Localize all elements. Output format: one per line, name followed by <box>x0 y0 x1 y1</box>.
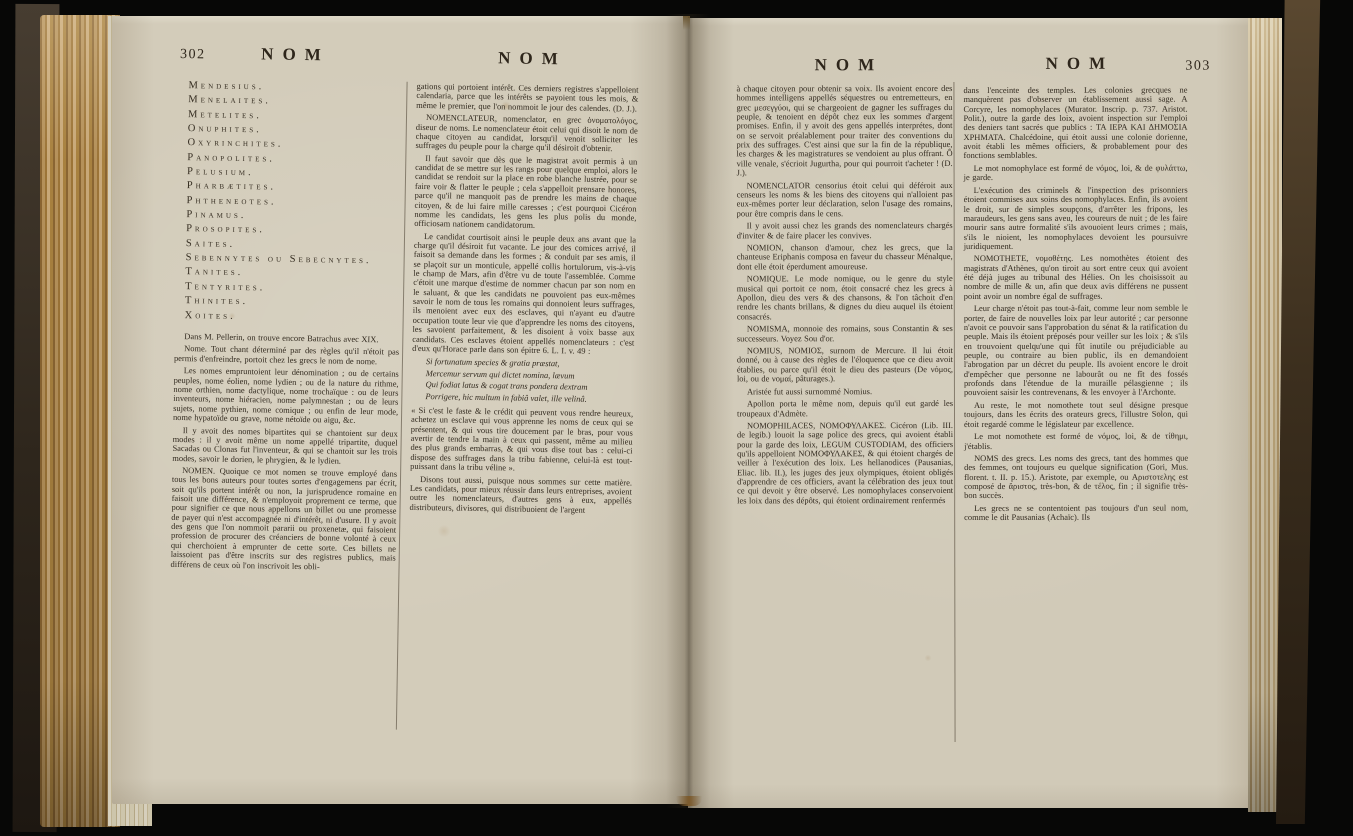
name-list-item: Prosopites. <box>186 223 266 236</box>
left-page-content <box>100 15 689 812</box>
paragraph: Il y avoit aussi chez les grands des nomenclateurs chargés d'inviter & de faire placer les convives. <box>736 220 953 240</box>
paragraph: L'exécution des criminels & l'inspection des prisonniers étoient commises aux soins des nomophylaces. Enfin, ils avoient le droit, sur de simples soupçons, d'arrêter les fripons, les maraudeurs, les gens sans aveu, les coureurs de nuit ; de les faire mourir sans autre formalité s'ils avouoient leurs crimes ; mais, s'ils le nioient, les nomophylaces devoient les poursuivre juridiquement. <box>963 184 1188 251</box>
verse-line: Mercemur servum qui dictet nomina, lævum <box>425 367 575 381</box>
running-head: NOM <box>814 55 884 75</box>
running-head: NOM <box>261 44 330 65</box>
paragraph: Nome. Tout chant déterminé par des règles qu'il n'étoit pas permis d'enfreindre, portoit chez les grecs le nom de nome. <box>173 343 400 366</box>
page-number: 303 <box>1185 58 1211 74</box>
column-divider-rule <box>953 82 955 742</box>
paragraph: Il faut savoir que dès que le magistrat avoit permis à un candidat de se mettre sur les rangs pour quelque emploi, alors le candidat se rendoit sur la place en robe blanche lustrée, pour se faire voir & flatter le peuple ; cela s'appelloit prensare honores, parce qu'il ne manquoit pas de prendre les mains de chaque citoyen, & de lui faire mille caresses ; c'est pourquoi Cicéron nomme les candidats, les gens les plus polis du monde, officiosam nationem candidatorum. <box>414 152 638 231</box>
paragraph: dans l'enceinte des temples. Les colonies grecques ne manquèrent pas d'observer un établissement aussi sage. A Corcyre, les nomophylaces (Murator. Inscrip. p. 737. Aristot. Polit.), outre la garde des loix, avoient inspection sur l'emploi des deniers tant sacrés que publics : ΤΑ ΙΕΡΑ ΚΑΙ ΔΗΜΟΣΙΑ ΧΡΗΜΑΤΑ. Chalcédoine, qui étoit aussi une colonie dorienne, avoit établi les mêmes officiers, & probablement pour des fonctions semblables. <box>963 84 1188 161</box>
paragraph: NOMIUS, ΝΟΜΙΟΣ, surnom de Mercure. Il lui étoit donné, ou à cause des règles de l'éloquence que ce dieu avoit établies, ou parce qu'il étoit le dieu des pasteurs (De νόμος, loi, ou de νομαί, pâturages.). <box>736 345 953 384</box>
paragraph: Le candidat courtisoit ainsi le peuple deux ans avant que la charge qu'il désiroit fut vacante. Le jour des comices arrivé, il faisoit sa demande dans les formes ; & conduit par ses amis, il se plaçoit sur un monticule, appellé collis hortulorum, vis-à-vis le champ de Mars, afin d'être vu de toute l'assemblée. Comme c'étoit une marque d'estime de nommer chacun par son nom en le saluant, & que les candidats ne pouvoient pas eux-mêmes savoir le nom de tous les romains qui donnoient leurs suffrages, ils menoient avec eux des esclaves, qui n'ayant eu d'autre occupation toute leur vie que d'apprendre les noms des citoyens, les savoient parfaitement, & les disoient à voix basse aux candidats. Ces esclaves étoient appellés nomenclateurs : c'est d'eux qu'Horace parle dans son épitre 6. L. I. v. 49 : <box>412 230 637 356</box>
right-page-column-1 <box>736 84 953 509</box>
paragraph: NOMISMA, monnoie des romains, sous Constantin & ses successeurs. Voyez Sou d'or. <box>736 323 953 343</box>
paragraph: NOMOTHETE, νομοθέτης. Les nomothètes étoient des magistrats d'Athènes, qu'on tiroit au sort entre ceux qui avoient été déjà juges au tribunal des Hélies. On les choisissoit au nombre de mille & un, afin que deux avis différens ne pussent point avoir un nombre égal de suffrages. <box>963 253 1188 301</box>
left-page-column-1 <box>170 74 403 576</box>
running-head: NOM <box>498 48 567 69</box>
paragraph: Les nomes empruntoient leur dénomination ; ou de certains peuples, nome éolien, nome lydien ; ou de la nature du rithme, nome orthien, nome dactylique, nome trochaïque : ou de leurs inventeurs, nome hiéracien, nome palymnestan ; ou de leurs sujets, nome pythien, nome comique ; ou enfin de leur mode, nome hypatoïde ou grave, nome nétoïde ou aigu, &c. <box>172 365 399 425</box>
right-page-block-fore-edge <box>1248 18 1282 812</box>
paragraph: Dans M. Pellerin, on trouve encore Batrachus avec XIX. <box>184 330 379 345</box>
paragraph: « Si c'est le faste & le crédit qui peuvent vous rendre heureux, achetez un esclave qui vous apprenne les noms de ceux qui se présentent, & qui vous tire doucement par le bras, pour vous avertir de tendre la main à ceux qui passent, même au milieu des plus grands embarras, & qui vous dise tout bas : celui-ci dispose des suffrages dans la tribu fabienne, celui-là est tout-puissant dans la tribu véline ». <box>410 404 634 473</box>
name-list-item: Saites. <box>185 237 236 250</box>
name-list-item: Tanites. <box>185 266 244 279</box>
running-head: NOM <box>1045 53 1115 73</box>
verse-line: Si fortunatum species & gratia præstat, <box>425 356 560 369</box>
paragraph: Apollon porta le même nom, depuis qu'il eut gardé les troupeaux d'Admète. <box>736 398 953 418</box>
latin-verse-quotation <box>411 356 634 405</box>
paragraph: NOMS des grecs. Les noms des grecs, tant des hommes que des femmes, ont toujours eu quelque signification (Gori, Mus. florent. t. II. p. 15.). Aristote, par exemple, ou Αριστοτελης est composé de ἄριστος, très-bon, & de τέλος, fin ; il signifie très-bon succès. <box>964 452 1189 501</box>
name-list-item: Onuphites. <box>187 123 262 136</box>
paragraph: Le mot nomothete est formé de νόμος, loi, & de τίθημι, j'établis. <box>964 430 1189 451</box>
name-list <box>175 79 404 327</box>
paragraph: à chaque citoyen pour obtenir sa voix. Ils avoient encore des hommes intelligens appellés séquestres ou entremetteurs, en grec μεσεγγύοι, qui se chargeoient de gagner les suffrages du peuple, & tenoient en dépôt chez eux les sommes d'argent promises. Enfin, il y avoit des gens appellés interprétes, dont on se servoit préalablement pour traiter des conventions du prix des suffrages. C'est ainsi que sur la fin de la république, les charges & les magistratures se vendoient au plus offrant. Ô ville venale, s'écrioit Jugurtha, pour qui pourroit t'acheter ! (D. J.). <box>736 83 953 178</box>
paragraph: Leur charge n'étoit pas tout-à-fait, comme leur nom semble le porter, de faire de nouvelles loix par leur autorité ; car personne n'avoit ce pouvoir sans l'approbation du sénat & la ratification du peuple. Mais ils étoient préposés pour veiller sur les loix ; & s'ils en trouvoient quelqu'une qui fût inutile ou préjudiciable au peuple, ou contraire au bien public, ils en demandoient l'abrogation par un décret du peuple. Ils avoient encore le droit d'empêcher que personne ne labourât ou ne fît des fossés profonds dans l'étendue de la muraille pélasgienne ; ils pouvoient saisir les contrevenans, & les envoyer à l'Archonte. <box>963 302 1188 398</box>
paragraph: NOMIQUE. Le mode nomique, ou le genre du style musical qui portoit ce nom, étoit consacré chez les grecs à Apollon, dieu des vers & des chansons, & l'on tâchoit d'en rendre les chants brillans, & dignes du dieu auquel ils étoient consacrés. <box>736 273 953 322</box>
right-page-content <box>687 18 1250 809</box>
name-list-item: Pharbætites. <box>186 180 277 193</box>
paragraph: NOMION, chanson d'amour, chez les grecs, que la chanteuse Eriphanis composa en faveur du chasseur Ménalque, dont elle étoit éperdument amoureuse. <box>736 242 953 272</box>
paragraph: NOMENCLATOR censorius étoit celui qui déféroit aux censeurs les noms & les biens des citoyens qui n'alloient pas eux-mêmes porter leur déclaration, selon l'usage des romains, pour être compris dans le cens. <box>736 179 953 219</box>
paragraph: Il y avoit des nomes bipartites qui se chantoient sur deux modes : il y avoit même un nome appellé tripartite, duquel Sacadas ou Clonas fut l'inventeur, & qui se chantoit sur les trois modes, savoir le dorien, le phrygien, & le lydien. <box>172 424 398 466</box>
paragraph: gations qui portoient intérêt. Ces derniers registres s'appelloient calendaria, parce que les intérêts se payoient tous les mois, & même le premier, que l'on nommoit le jour des calendes. (D. J.). <box>416 80 639 114</box>
name-list-item: Pelusium. <box>186 166 254 179</box>
name-list-item: Oxyrinchites. <box>187 137 284 151</box>
paragraph: Les grecs ne se contentoient pas toujours d'un seul nom, comme le dit Pausanias (Achaïc). Ils <box>964 502 1189 523</box>
paragraph: NOMEN. Quoique ce mot nomen se trouve employé dans tous les bons auteurs pour toutes sortes d'engagemens par écrit, soit qu'ils portent intérêt ou non, la jurisprudence romaine en faisoit une différence, & n'employoit proprement ce terme, que pour signifier ce que nous appellons un billet ou une promesse de payer qui n'est accompagnée ni d'intérêt, ni d'usure. Il y avoit des gens que l'on nommoit pararii ou proxenetæ, qui faisoient profession de procurer des créanciers de bonne volonté à ceux qui cherchoient à emprunter de cette sorte. Ces billets ne laissoient pas d'être inscrits sur des registres publics, mais différens de ceux où l'on inscrivoit les obli- <box>170 465 398 571</box>
name-list-item: Pinamus. <box>186 209 247 222</box>
name-list-item: Sebennytes ou Sebecnytes. <box>185 252 372 267</box>
name-list-item: Phtheneotes. <box>186 194 277 208</box>
paragraph: Au reste, le mot nomothete tout seul désigne presque toujours, dans les écrits des orateurs grecs, l'illustre Solon, qui étoit regardé comme le législateur par excellence. <box>963 399 1189 429</box>
verse-line: Qui fodiat latus & cogat trans pondera dextram <box>425 379 588 392</box>
paragraph: Aristée fut aussi surnommé Nomius. <box>746 385 873 397</box>
name-list-item: Tentyrites. <box>185 280 266 294</box>
paragraph: Disons tout aussi, puisque nous sommes sur cette matière. Les candidats, pour mieux réussir dans leurs entreprises, avoient outre les nomenclateurs, d'autres gens à eux, appellés distributeurs, divisores, qui distribuoient de l'argent <box>409 473 633 515</box>
right-cover-board <box>1276 0 1324 824</box>
name-list-item: Panopolites. <box>187 151 276 165</box>
verse-line: Porrigere, hic multum in fabiâ valet, ille velinâ. <box>425 390 587 404</box>
paragraph: Le mot nomophylace est formé de νόμος, loi, & de φυλάττω, je garde. <box>963 162 1188 183</box>
paragraph: NOMENCLATEUR, nomenclator, en grec ὀνοματολόγος, diseur de noms. Le nomenclateur étoit celui qui disoit le nom de chaque citoyen au candidat, lorsqu'il venoit solliciter les suffrages du peuple pour la charge qu'il désiroit d'obtenir. <box>415 112 639 154</box>
name-list-item: Mendesius. <box>188 80 265 93</box>
left-page-column-2 <box>409 82 638 519</box>
name-list-item: Menelaites. <box>188 94 272 107</box>
name-list-item: Thinites. <box>184 295 249 308</box>
right-page-column-2 <box>963 86 1188 526</box>
name-list-item: Metelites. <box>187 108 262 122</box>
name-list-item: Xoites. <box>184 309 236 322</box>
paragraph: NOMOPHILACES, ΝΟΜΟΦΥΛΑΚΕΣ. Cicéron (Lib. III. de legib.) louoit la sage police des grecs, qui avoient établi pour la garde des loix, LEGUM CUSTODIAM, des officiers qu'ils appelloient ΝΟΜΟΦΥΛΑΚΕΣ, & qui étoient chargés de veiller à l'exécution des loix. Les hellanodices (Pausanias, Eliac. lib. II.), les juges des jeux olympiques, étoient obligés d'apprendre de ces officiers, avant la célébration des jeux tout ce qui devoit y être observé. Les nomophylaces conservoient les loix dans des dépôts, qui étoient ordinairement renfermés <box>737 420 954 506</box>
page-number: 302 <box>179 46 206 63</box>
